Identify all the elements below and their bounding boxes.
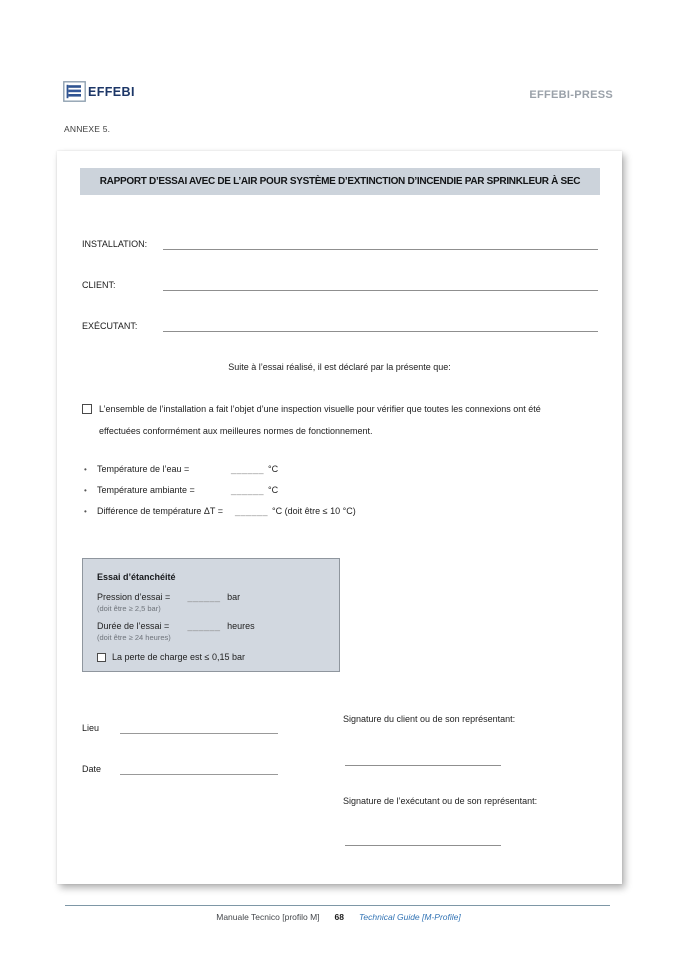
client-signature-line: [345, 765, 501, 766]
duration-unit: heures: [227, 621, 255, 631]
pressure-note: (doit être ≥ 2,5 bar): [97, 604, 161, 613]
pressure-loss-label: La perte de charge est ≤ 0,15 bar: [112, 652, 246, 662]
executant-blank-line: [163, 321, 598, 332]
field-row-executant: [82, 321, 598, 332]
duration-blank: ______: [187, 621, 221, 631]
visual-inspection-text: L’ensemble de l’installation a fait l’objet d’une inspection visuelle pour vérifier que toutes les connexions ont été effectuées conformément aux meilleures normes de fonctionnement.: [99, 404, 541, 436]
field-row-client: [82, 280, 598, 291]
date-blank-line: [120, 764, 278, 775]
duration-label: Durée de l’essai =: [97, 621, 170, 631]
water-temp-unit: °C: [268, 464, 279, 474]
pressure-blank: ______: [187, 592, 221, 602]
delta-temp-blank: ______: [235, 506, 269, 516]
temperature-item-delta: [84, 506, 356, 527]
pressure-loss-checkbox[interactable]: [97, 653, 106, 662]
installation-blank-line: [163, 239, 598, 250]
form-sheet: [57, 151, 622, 884]
duration-row: [97, 621, 325, 631]
executant-label: EXÉCUTANT:: [82, 321, 138, 331]
temperature-list: [84, 464, 356, 527]
executor-signature-label: Signature de l’exécutant ou de son représentant:: [343, 796, 538, 806]
place-blank-line: [120, 723, 278, 734]
water-temp-label: • Température de l’eau =: [97, 464, 190, 474]
visual-inspection-checkbox[interactable]: [82, 404, 92, 414]
delta-temp-unit: °C (doit être ≤ 10 °C): [272, 506, 356, 516]
water-temp-blank: ______: [231, 464, 265, 474]
executor-signature-line: [345, 845, 501, 846]
place-row: [82, 723, 278, 734]
date-label: Date: [82, 764, 102, 774]
delta-temp-label: • Différence de température ΔT =: [97, 506, 223, 516]
effebi-logo-text: EFFEBI: [88, 84, 135, 99]
pressure-row: [97, 592, 325, 602]
ambient-temp-unit: °C: [268, 485, 279, 495]
pressure-loss-row: [97, 652, 325, 662]
pressure-label: Pression d’essai =: [97, 592, 171, 602]
place-label: Lieu: [82, 723, 100, 733]
leak-test-box: [82, 558, 340, 672]
temperature-item-ambient: [84, 485, 356, 506]
declaration-text: Suite à l’essai réalisé, il est déclaré par la présente que:: [228, 362, 451, 372]
temperature-item-water: [84, 464, 356, 485]
footer-left-text: Manuale Tecnico [profilo M]: [216, 912, 320, 922]
press-brand-label: EFFEBI-PRESS: [529, 89, 613, 101]
installation-label: INSTALLATION:: [82, 239, 148, 249]
footer: [0, 912, 677, 922]
client-signature-label: Signature du client ou de son représentant:: [343, 714, 516, 724]
effebi-logo-icon: [63, 81, 86, 102]
effebi-logo: [63, 81, 135, 102]
visual-inspection-row: [82, 398, 583, 442]
ambient-temp-label: • Température ambiante =: [97, 485, 195, 495]
form-title: RAPPORT D’ESSAI AVEC DE L’AIR POUR SYSTÈME D’EXTINCTION D’INCENDIE PAR SPRINKLEUR À SEC: [80, 168, 600, 195]
field-row-installation: [82, 239, 598, 250]
pressure-unit: bar: [227, 592, 241, 602]
date-row: [82, 764, 278, 775]
footer-right-text: Technical Guide [M-Profile]: [359, 912, 461, 922]
leak-test-title: Essai d’étanchéité: [97, 572, 176, 582]
client-blank-line: [163, 280, 598, 291]
ambient-temp-blank: ______: [231, 485, 265, 495]
annex-label: ANNEXE 5.: [64, 124, 111, 134]
duration-note: (doit être ≥ 24 heures): [97, 633, 171, 642]
footer-page-number: 68: [334, 912, 345, 922]
client-label: CLIENT:: [82, 280, 116, 290]
footer-rule: [65, 905, 610, 906]
